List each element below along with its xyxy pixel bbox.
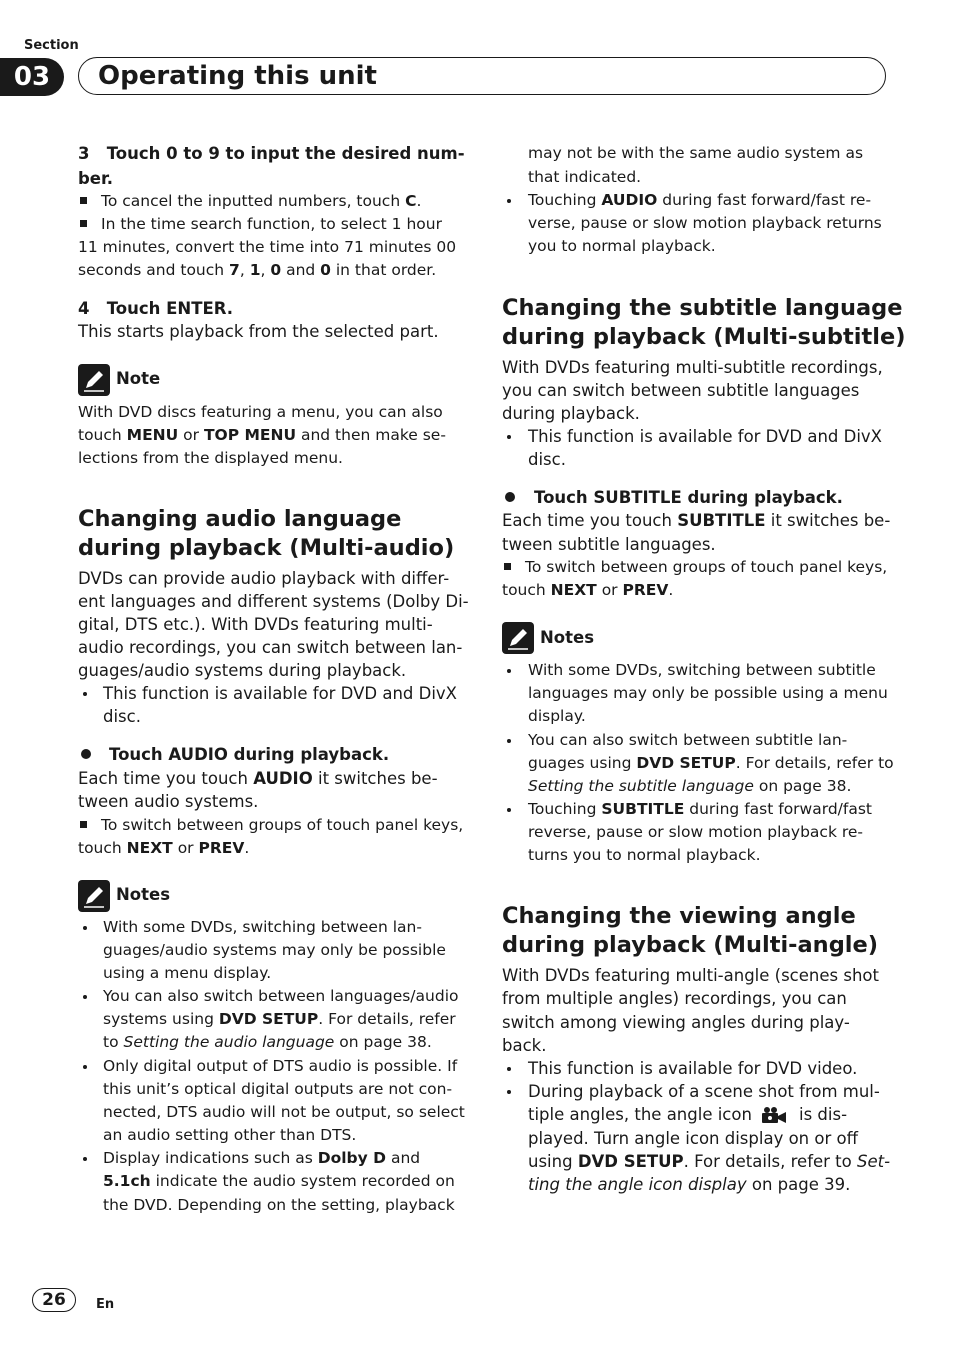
page-number: 26 bbox=[32, 1288, 76, 1312]
heading-multi-audio-l2: during playback (Multi-audio) bbox=[78, 535, 455, 561]
paragraph-line: ent languages and different systems (Dolby Di- bbox=[78, 592, 469, 611]
step-3-cont: ber. bbox=[78, 169, 114, 188]
bullet-dot bbox=[507, 808, 511, 812]
note-item: Only digital output of DTS audio is possible. If bbox=[103, 1057, 458, 1075]
bullet-text: ting the angle icon display on page 39. bbox=[528, 1175, 851, 1194]
step-dot bbox=[81, 749, 91, 759]
touch-audio-desc-l1: Each time you touch AUDIO it switches be- bbox=[78, 769, 438, 788]
note-item: With some DVDs, switching between lan- bbox=[103, 918, 422, 936]
touch-audio-step: Touch AUDIO during playback. bbox=[109, 745, 390, 764]
notes-label: Notes bbox=[116, 885, 171, 904]
touch-subtitle-desc-l2: tween subtitle languages. bbox=[502, 535, 716, 554]
bullet-text: During playback of a scene shot from mul- bbox=[528, 1082, 880, 1101]
bullet-dot bbox=[507, 1067, 511, 1071]
switch-note-l2: touch NEXT or PREV. bbox=[78, 839, 250, 857]
bullet-dot bbox=[83, 1157, 87, 1161]
bullet-dot bbox=[507, 199, 511, 203]
note-item: an audio setting other than DTS. bbox=[103, 1126, 357, 1144]
paragraph-line: during playback. bbox=[502, 404, 640, 423]
angle-icon bbox=[760, 1106, 790, 1124]
touch-subtitle-step: Touch SUBTITLE during playback. bbox=[534, 488, 843, 507]
paragraph-line: back. bbox=[502, 1036, 547, 1055]
note-item: Touching SUBTITLE during fast forward/fast bbox=[528, 800, 872, 818]
cancel-note: To cancel the inputted numbers, touch C. bbox=[78, 190, 421, 213]
switch-note-l2: touch NEXT or PREV. bbox=[502, 581, 674, 599]
bullet-text: This function is available for DVD and DivX bbox=[103, 684, 457, 703]
time-search-note-l2: 11 minutes, convert the time into 71 minutes 00 bbox=[78, 238, 457, 256]
note-item: turns you to normal playback. bbox=[528, 846, 761, 864]
bullet-text: played. Turn angle icon display on or off bbox=[528, 1129, 858, 1148]
touch-subtitle-desc-l1: Each time you touch SUBTITLE it switches be- bbox=[502, 511, 891, 530]
note-item: You can also switch between subtitle lan- bbox=[528, 731, 848, 749]
bullet-dot bbox=[83, 1065, 87, 1069]
bullet-text: tiple angles, the angle icon bbox=[528, 1105, 752, 1124]
bullet-text: is dis- bbox=[799, 1105, 848, 1124]
note-item: With some DVDs, switching between subtitle bbox=[528, 661, 876, 679]
heading-multi-angle-l1: Changing the viewing angle bbox=[502, 903, 856, 929]
bullet-text: using DVD SETUP. For details, refer to Set- bbox=[528, 1152, 891, 1171]
bullet-dot bbox=[83, 926, 87, 930]
paragraph-line: gital, DTS etc.). With DVDs featuring multi- bbox=[78, 615, 433, 634]
note-item: this unit’s optical digital outputs are not con- bbox=[103, 1080, 453, 1098]
note-text-l3: lections from the displayed menu. bbox=[78, 449, 343, 467]
note-item: to Setting the audio language on page 38. bbox=[103, 1033, 432, 1051]
section-label: Section bbox=[24, 38, 79, 53]
note-item: guages/audio systems may only be possible bbox=[103, 941, 446, 959]
paragraph-line: audio recordings, you can switch between lan- bbox=[78, 638, 463, 657]
step-4: 4 Touch ENTER. bbox=[78, 299, 234, 318]
bullet-dot bbox=[507, 739, 511, 743]
note-pencil-icon bbox=[78, 364, 110, 396]
heading-multi-audio-l1: Changing audio language bbox=[78, 506, 402, 532]
bullet-text: disc. bbox=[528, 450, 566, 469]
note-item: using a menu display. bbox=[103, 964, 272, 982]
note-item: nected, DTS audio will not be output, so select bbox=[103, 1103, 465, 1121]
touch-audio-desc-l2: tween audio systems. bbox=[78, 792, 259, 811]
time-search-note-l1: In the time search function, to select 1 hour bbox=[78, 213, 442, 236]
note-item: languages may only be possible using a menu bbox=[528, 684, 888, 702]
notes-pencil-icon bbox=[78, 880, 110, 912]
bullet-dot bbox=[83, 995, 87, 999]
step-4-desc: This starts playback from the selected part. bbox=[78, 322, 439, 341]
section-number-badge: 03 bbox=[0, 58, 64, 96]
paragraph-line: With DVDs featuring multi-subtitle recordings, bbox=[502, 358, 883, 377]
bullet-text: This function is available for DVD video. bbox=[528, 1059, 858, 1078]
note-item: 5.1ch indicate the audio system recorded on bbox=[103, 1172, 455, 1190]
paragraph-line: you can switch between subtitle languages bbox=[502, 381, 860, 400]
note-item: Setting the subtitle language on page 38. bbox=[528, 777, 852, 795]
paragraph-line: guages/audio systems during playback. bbox=[78, 661, 407, 680]
bullet-text: disc. bbox=[103, 707, 141, 726]
bullet-dot bbox=[83, 692, 87, 696]
bullet-dot bbox=[507, 435, 511, 439]
note-item: display. bbox=[528, 707, 586, 725]
paragraph-line: With DVDs featuring multi-angle (scenes shot bbox=[502, 966, 879, 985]
note-item: verse, pause or slow motion playback returns bbox=[528, 214, 882, 232]
switch-note-l1: To switch between groups of touch panel keys, bbox=[78, 814, 463, 837]
bullet-dot bbox=[507, 1090, 511, 1094]
switch-note-l1: To switch between groups of touch panel keys, bbox=[502, 556, 887, 579]
step-dot bbox=[505, 492, 515, 502]
bullet-text: This function is available for DVD and DivX bbox=[528, 427, 882, 446]
heading-multi-angle-l2: during playback (Multi-angle) bbox=[502, 932, 879, 958]
note-item: you to normal playback. bbox=[528, 237, 716, 255]
note-item: Display indications such as Dolby D and bbox=[103, 1149, 421, 1167]
note-text-l2: touch MENU or TOP MENU and then make se- bbox=[78, 426, 446, 444]
paragraph-line: from multiple angles) recordings, you can bbox=[502, 989, 847, 1008]
note-item: systems using DVD SETUP. For details, refer bbox=[103, 1010, 456, 1028]
bullet-dot bbox=[507, 669, 511, 673]
notes-pencil-icon bbox=[502, 622, 534, 654]
heading-multi-subtitle-l2: during playback (Multi-subtitle) bbox=[502, 324, 906, 350]
time-search-note-l3: seconds and touch 7, 1, 0 and 0 in that order. bbox=[78, 261, 437, 279]
page-title: Operating this unit bbox=[98, 61, 377, 91]
note-text-l1: With DVD discs featuring a menu, you can also bbox=[78, 403, 443, 421]
note-item: reverse, pause or slow motion playback re- bbox=[528, 823, 864, 841]
paragraph-line: switch among viewing angles during play- bbox=[502, 1013, 850, 1032]
heading-multi-subtitle-l1: Changing the subtitle language bbox=[502, 295, 903, 321]
note-item: the DVD. Depending on the setting, playback bbox=[103, 1196, 455, 1214]
note-item: Touching AUDIO during fast forward/fast re- bbox=[528, 191, 872, 209]
continued-note: that indicated. bbox=[528, 168, 642, 186]
paragraph-line: DVDs can provide audio playback with differ- bbox=[78, 569, 450, 588]
note-item: guages using DVD SETUP. For details, refer to bbox=[528, 754, 894, 772]
language-label: En bbox=[96, 1297, 115, 1312]
note-label: Note bbox=[116, 369, 161, 388]
step-3: 3 Touch 0 to 9 to input the desired num- bbox=[78, 144, 465, 163]
continued-note: may not be with the same audio system as bbox=[528, 144, 864, 162]
notes-label: Notes bbox=[540, 628, 595, 647]
note-item: You can also switch between languages/audio bbox=[103, 987, 459, 1005]
